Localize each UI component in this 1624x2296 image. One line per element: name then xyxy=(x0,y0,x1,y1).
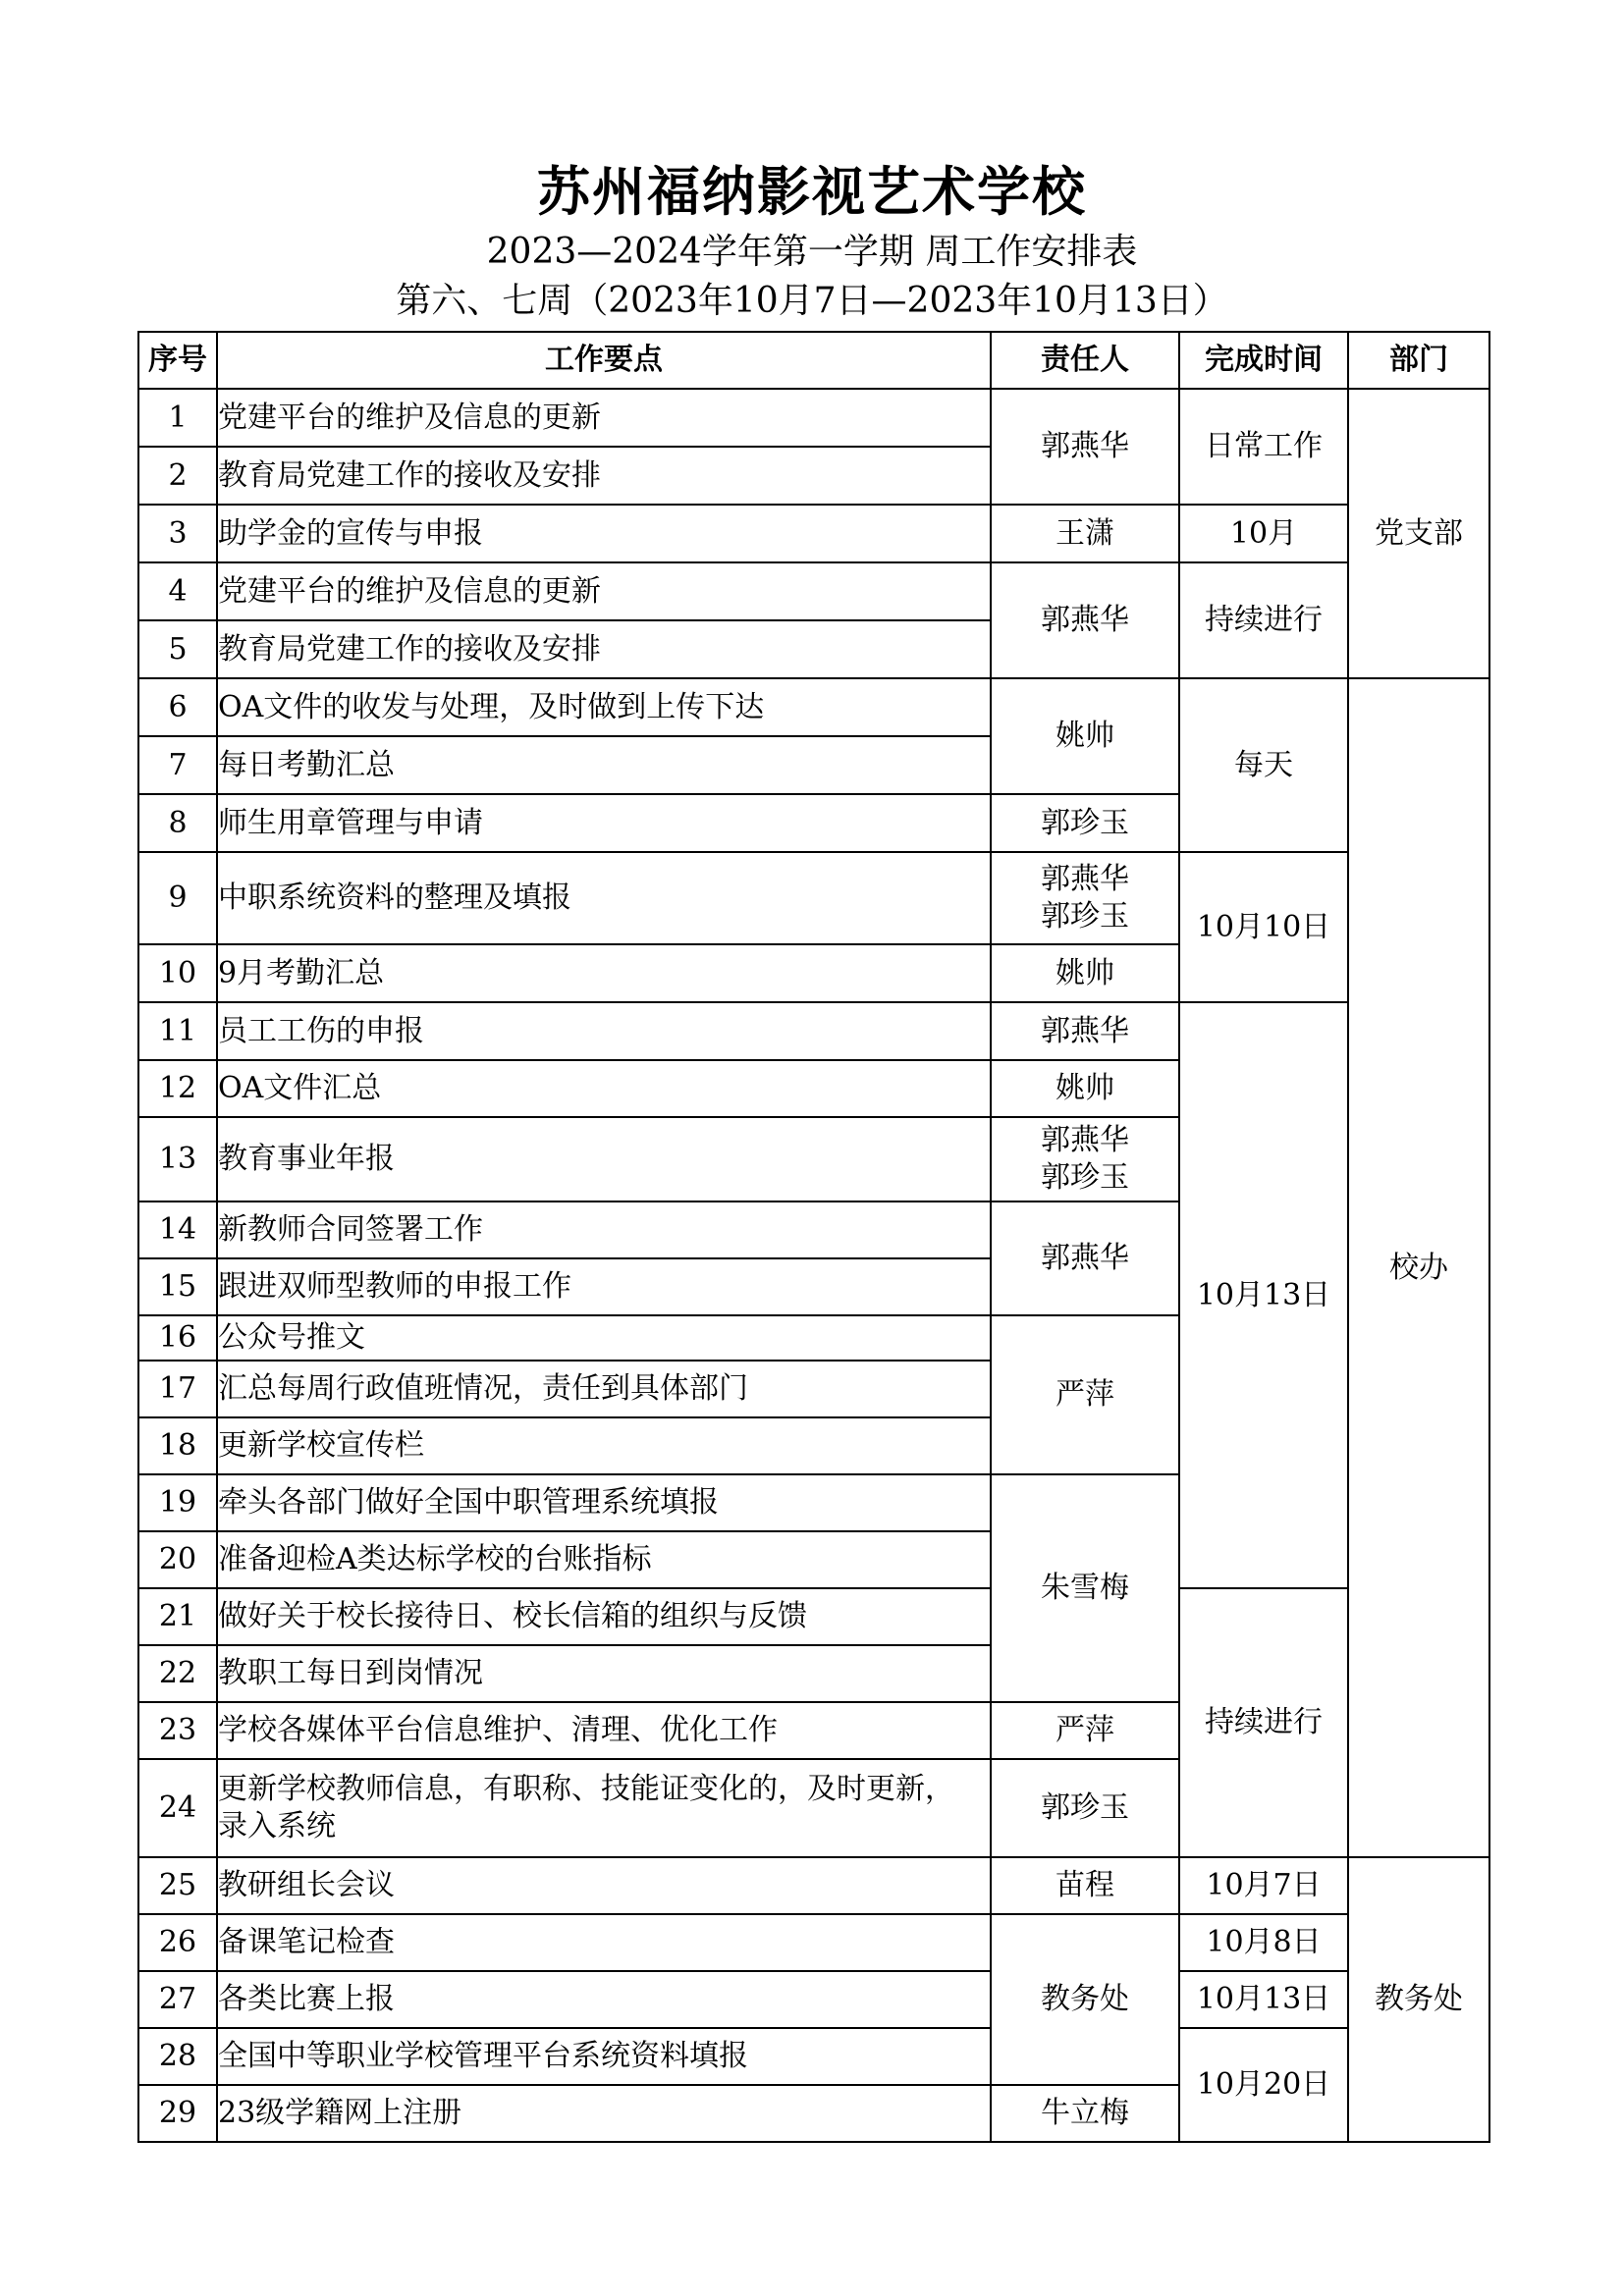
row-no: 7 xyxy=(138,736,217,794)
row-person: 郭珍玉 xyxy=(991,1759,1179,1857)
row-person xyxy=(991,1117,1179,1201)
row-task: 党建平台的维护及信息的更新 xyxy=(217,562,991,620)
person-line: 郭燕华 xyxy=(1041,1123,1129,1157)
row-task: 中职系统资料的整理及填报 xyxy=(217,852,991,944)
row-person: 王潇 xyxy=(991,505,1179,562)
row-no: 27 xyxy=(138,1971,217,2028)
row-no: 16 xyxy=(138,1315,217,1361)
row-task: 公众号推文 xyxy=(217,1315,991,1361)
row-task xyxy=(217,1759,991,1857)
schedule-table xyxy=(137,331,1490,2143)
column-header-task: 工作要点 xyxy=(217,332,991,389)
row-no: 1 xyxy=(138,389,217,447)
table-header-row xyxy=(138,332,1489,389)
column-header-time: 完成时间 xyxy=(1179,332,1348,389)
row-task: 教研组长会议 xyxy=(217,1857,991,1914)
column-header-department: 部门 xyxy=(1348,332,1489,389)
row-time: 10月20日 xyxy=(1179,2028,1348,2142)
table-row xyxy=(138,2028,1489,2085)
table-row xyxy=(138,505,1489,562)
row-department: 党支部 xyxy=(1348,389,1489,678)
row-time: 10月13日 xyxy=(1179,1002,1348,1588)
row-task: 更新学校宣传栏 xyxy=(217,1417,991,1474)
row-no: 17 xyxy=(138,1361,217,1417)
person-line: 郭珍玉 xyxy=(1041,1160,1129,1195)
week-range: 第六、七周（2023年10月7日—2023年10月13日） xyxy=(396,281,1228,321)
person-line: 郭珍玉 xyxy=(1041,899,1129,934)
row-no: 14 xyxy=(138,1201,217,1258)
row-time: 10月7日 xyxy=(1179,1857,1348,1914)
row-no: 23 xyxy=(138,1702,217,1759)
table-row xyxy=(138,389,1489,447)
row-person: 郭燕华 xyxy=(991,1201,1179,1315)
row-task: 做好关于校长接待日、校长信箱的组织与反馈 xyxy=(217,1588,991,1645)
row-task: 学校各媒体平台信息维护、清理、优化工作 xyxy=(217,1702,991,1759)
table-row xyxy=(138,678,1489,736)
row-no: 20 xyxy=(138,1531,217,1588)
row-task: 助学金的宣传与申报 xyxy=(217,505,991,562)
row-person: 郭燕华 xyxy=(991,1002,1179,1060)
row-no: 9 xyxy=(138,852,217,944)
row-person: 姚帅 xyxy=(991,944,1179,1002)
table-row xyxy=(138,852,1489,944)
row-task: 牵头各部门做好全国中职管理系统填报 xyxy=(217,1474,991,1531)
row-task: 备课笔记检查 xyxy=(217,1914,991,1971)
row-task: 教育事业年报 xyxy=(217,1117,991,1201)
row-no: 29 xyxy=(138,2085,217,2142)
row-person: 朱雪梅 xyxy=(991,1474,1179,1702)
row-no: 4 xyxy=(138,562,217,620)
row-person: 严萍 xyxy=(991,1702,1179,1759)
table-row xyxy=(138,1857,1489,1914)
row-task: OA文件的收发与处理，及时做到上传下达 xyxy=(217,678,991,736)
row-no: 25 xyxy=(138,1857,217,1914)
row-task: 新教师合同签署工作 xyxy=(217,1201,991,1258)
task-line: 更新学校教师信息，有职称、技能证变化的，及时更新， xyxy=(218,1772,954,1806)
row-department: 校办 xyxy=(1348,678,1489,1857)
row-no: 8 xyxy=(138,794,217,852)
row-person xyxy=(991,852,1179,944)
row-person: 郭珍玉 xyxy=(991,794,1179,852)
row-task: 准备迎检A类达标学校的台账指标 xyxy=(217,1531,991,1588)
row-no: 3 xyxy=(138,505,217,562)
row-no: 5 xyxy=(138,620,217,678)
person-line: 郭燕华 xyxy=(1041,862,1129,896)
row-person: 姚帅 xyxy=(991,1060,1179,1117)
row-person: 苗程 xyxy=(991,1857,1179,1914)
row-task: 跟进双师型教师的申报工作 xyxy=(217,1258,991,1315)
row-person: 教务处 xyxy=(991,1914,1179,2085)
table-row xyxy=(138,1588,1489,1645)
row-no: 18 xyxy=(138,1417,217,1474)
row-person: 牛立梅 xyxy=(991,2085,1179,2142)
table-row xyxy=(138,562,1489,620)
row-no: 22 xyxy=(138,1645,217,1702)
row-task: 9月考勤汇总 xyxy=(217,944,991,1002)
row-person: 姚帅 xyxy=(991,678,1179,794)
row-task: OA文件汇总 xyxy=(217,1060,991,1117)
row-no: 10 xyxy=(138,944,217,1002)
document-title: 苏州福纳影视艺术学校 xyxy=(537,160,1087,223)
row-task: 各类比赛上报 xyxy=(217,1971,991,2028)
row-time: 每天 xyxy=(1179,678,1348,852)
row-no: 24 xyxy=(138,1759,217,1857)
row-no: 12 xyxy=(138,1060,217,1117)
row-time: 10月10日 xyxy=(1179,852,1348,1002)
table-row xyxy=(138,1002,1489,1060)
row-no: 6 xyxy=(138,678,217,736)
row-person: 郭燕华 xyxy=(991,389,1179,505)
row-task: 教职工每日到岗情况 xyxy=(217,1645,991,1702)
row-no: 21 xyxy=(138,1588,217,1645)
row-no: 13 xyxy=(138,1117,217,1201)
row-no: 15 xyxy=(138,1258,217,1315)
row-no: 19 xyxy=(138,1474,217,1531)
row-time: 持续进行 xyxy=(1179,562,1348,678)
document-subtitle: 2023—2024学年第一学期 周工作安排表 xyxy=(486,232,1138,272)
row-department: 教务处 xyxy=(1348,1857,1489,2142)
row-task: 汇总每周行政值班情况，责任到具体部门 xyxy=(217,1361,991,1417)
row-task: 教育局党建工作的接收及安排 xyxy=(217,620,991,678)
row-task: 师生用章管理与申请 xyxy=(217,794,991,852)
column-header-person: 责任人 xyxy=(991,332,1179,389)
column-header-no: 序号 xyxy=(138,332,217,389)
row-task: 员工工伤的申报 xyxy=(217,1002,991,1060)
task-line: 录入系统 xyxy=(218,1809,336,1843)
row-no: 28 xyxy=(138,2028,217,2085)
table-row xyxy=(138,1971,1489,2028)
row-person: 严萍 xyxy=(991,1315,1179,1474)
row-no: 2 xyxy=(138,447,217,505)
row-task: 党建平台的维护及信息的更新 xyxy=(217,389,991,447)
row-task: 教育局党建工作的接收及安排 xyxy=(217,447,991,505)
row-task: 23级学籍网上注册 xyxy=(217,2085,991,2142)
row-time: 10月 xyxy=(1179,505,1348,562)
row-task: 每日考勤汇总 xyxy=(217,736,991,794)
row-person: 郭燕华 xyxy=(991,562,1179,678)
row-no: 26 xyxy=(138,1914,217,1971)
row-no: 11 xyxy=(138,1002,217,1060)
row-time: 10月8日 xyxy=(1179,1914,1348,1971)
row-time: 10月13日 xyxy=(1179,1971,1348,2028)
table-row xyxy=(138,1914,1489,1971)
row-time: 持续进行 xyxy=(1179,1588,1348,1857)
row-task: 全国中等职业学校管理平台系统资料填报 xyxy=(217,2028,991,2085)
row-time: 日常工作 xyxy=(1179,389,1348,505)
